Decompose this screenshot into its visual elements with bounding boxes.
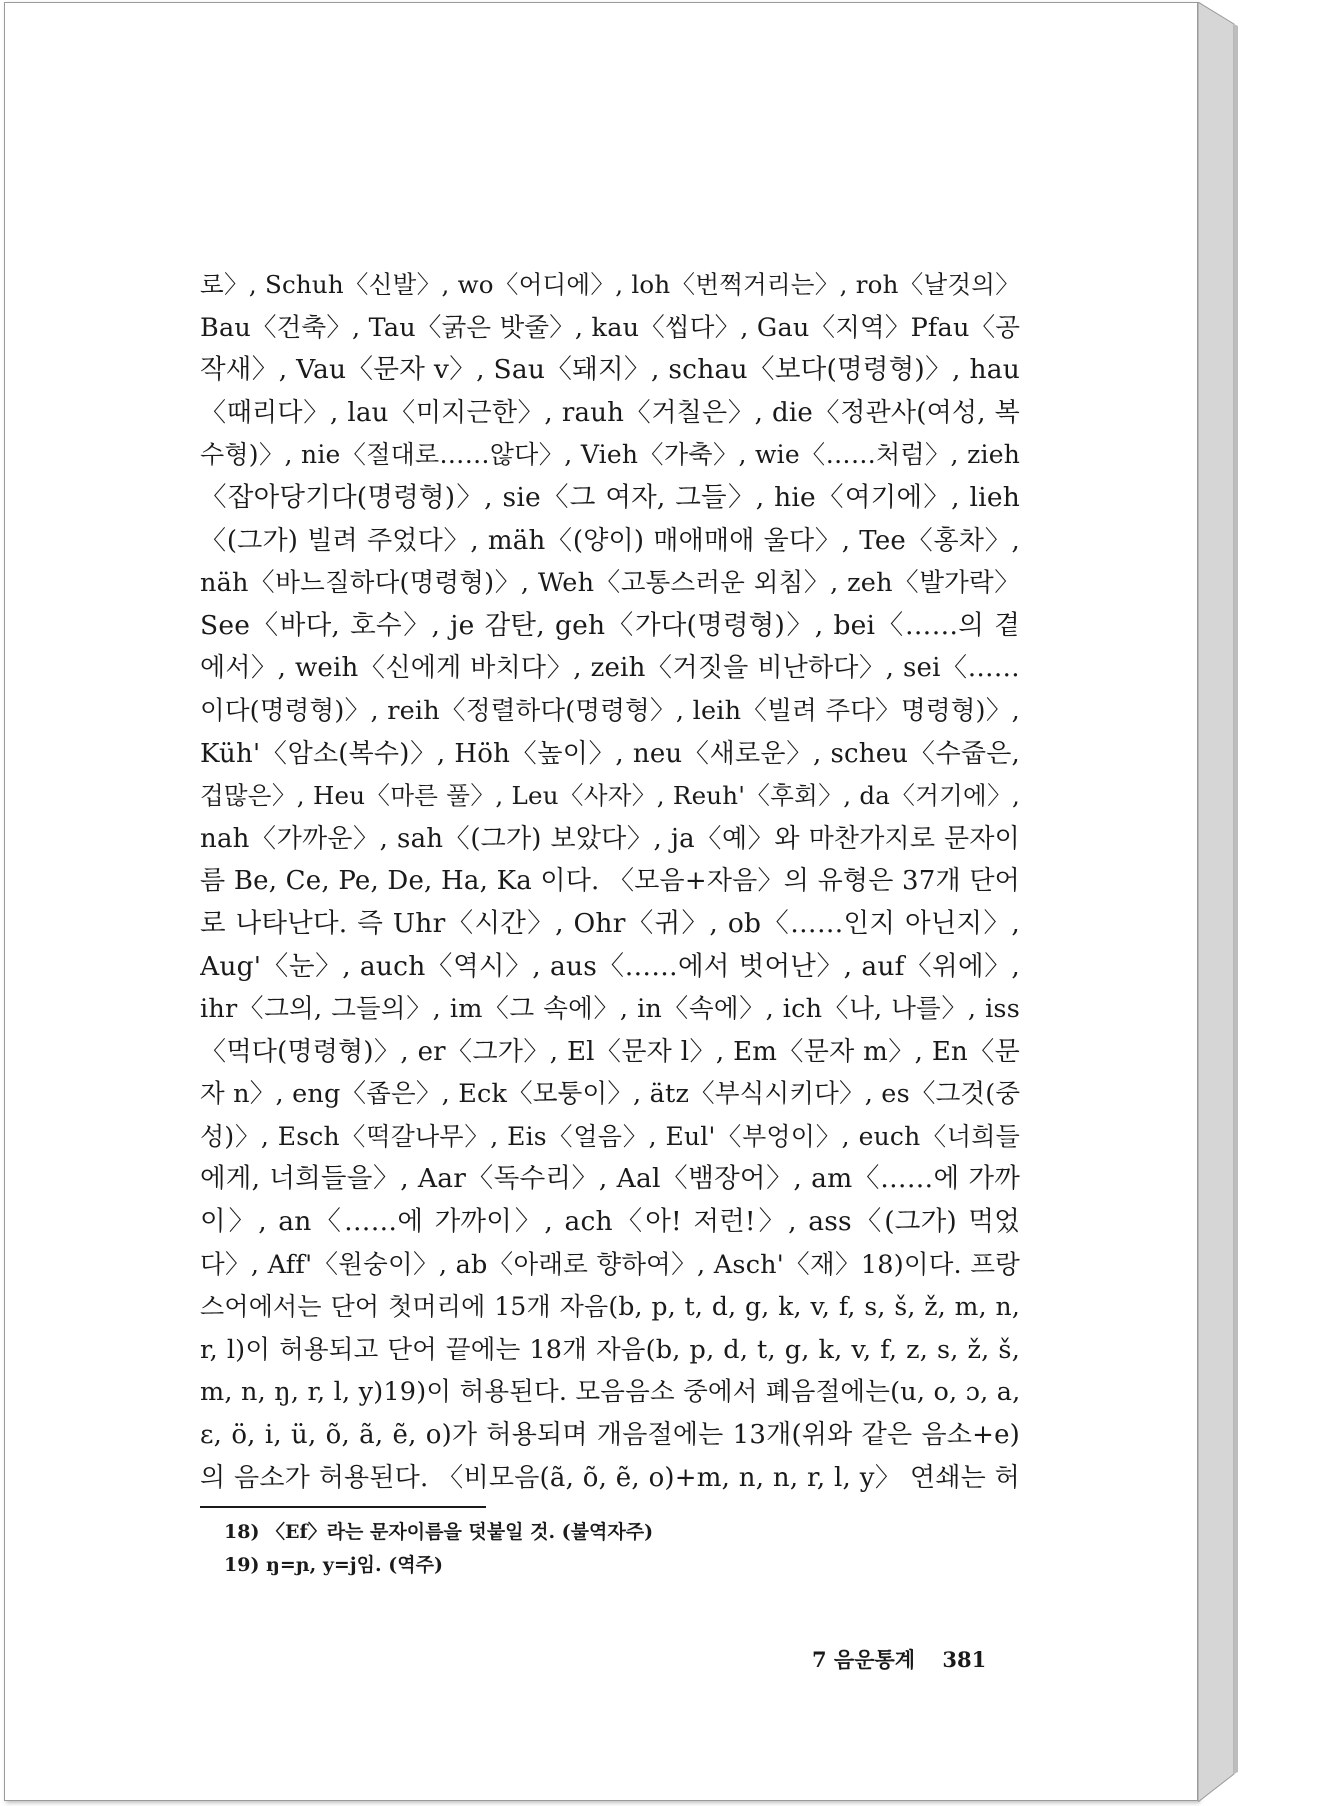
text-line: 수형)〉, nie〈절대로……않다〉, Vieh〈가축〉, wie〈……처럼〉, zieh — [200, 440, 1020, 470]
text-line: 〈때리다〉, lau〈미지근한〉, rauh〈거칠은〉, die〈정관사(여성, 복 — [200, 397, 1020, 428]
text-line: 름 Be, Ce, Pe, De, Ha, Ka 이다. 〈모음+자음〉의 유형은 37개 단어 — [200, 866, 1020, 897]
text-line: 〈잡아당기다(명령형)〉, sie〈그 여자, 그들〉, hie〈여기에〉, lieh — [200, 481, 1020, 513]
text-line: See〈바다, 호수〉, je 감탄, geh〈가다(명령형)〉, bei〈……의 곁 — [200, 609, 1020, 641]
text-line: Küh'〈암소(복수)〉, Höh〈높이〉, neu〈새로운〉, scheu〈수줍은, — [200, 738, 1020, 769]
text-line: 스어에서는 단어 첫머리에 15개 자음(b, p, t, d, g, k, v, f, s, š, ž, m, n, — [200, 1292, 1020, 1322]
text-line: nah〈가까운〉, sah〈(그가) 보았다〉, ja〈예〉와 마찬가지로 문자이 — [200, 823, 1020, 854]
text-line: m, n, ŋ, r, l, y)19)이 허용된다. 모음음소 중에서 폐음절에는(u, o, ɔ, a, — [200, 1377, 1020, 1408]
chapter-title: 7 음운통계 — [812, 1647, 916, 1672]
text-line: 겁많은〉, Heu〈마른 풀〉, Leu〈사자〉, Reuh'〈후회〉, da〈거기에〉, — [200, 781, 1020, 811]
page-number: 381 — [942, 1647, 987, 1672]
text-line: 에게, 너희들을〉, Aar〈독수리〉, Aal〈뱀장어〉, am〈……에 가까 — [200, 1163, 1020, 1195]
text-line: ɛ, ö, i, ü, õ, ã, ẽ, o)가 허용되며 개음절에는 13개(위와 같은 음소+e) — [200, 1420, 1020, 1451]
text-line: Aug'〈눈〉, auch〈역시〉, aus〈……에서 벗어난〉, auf〈위에〉, — [200, 950, 1020, 982]
text-line: 로〉, Schuh〈신발〉, wo〈어디에〉, loh〈번쩍거리는〉, roh〈날것의〉 — [200, 270, 1020, 299]
text-line: 자 n〉, eng〈좁은〉, Eck〈모퉁이〉, ätz〈부식시키다〉, es〈그것(중 — [200, 1079, 1020, 1110]
footnotes — [224, 1516, 653, 1582]
text-line: 에서〉, weih〈신에게 바치다〉, zeih〈거짓을 비난하다〉, sei〈…… — [200, 653, 1020, 684]
text-line: r, l)이 허용되고 단어 끝에는 18개 자음(b, p, d, t, g, k, v, f, z, s, ž, š, — [200, 1334, 1020, 1365]
footnote-divider — [200, 1506, 486, 1508]
text-line: Bau〈건축〉, Tau〈굵은 밧줄〉, kau〈씹다〉, Gau〈지역〉Pfau〈공 — [200, 312, 1020, 343]
text-line: 이〉, an〈……에 가까이〉, ach〈아! 저런!〉, ass〈(그가) 먹었 — [200, 1206, 1020, 1238]
text-line: 성)〉, Esch〈떡갈나무〉, Eis〈얼음〉, Eul'〈부엉이〉, euch〈너희들 — [200, 1121, 1020, 1151]
text-line: 〈먹다(명령형)〉, er〈그가〉, El〈문자 l〉, Em〈문자 m〉, En〈문 — [200, 1036, 1020, 1067]
footnote-18: 18) 〈Ef〉라는 문자이름을 덧붙일 것. (불역자주) — [224, 1521, 654, 1543]
text-line: 〈(그가) 빌려 주었다〉, mäh〈(양이) 매애매애 울다〉, Tee〈홍차〉, — [200, 525, 1020, 556]
page-stack-edge — [1198, 2, 1242, 1802]
text-line: ihr〈그의, 그들의〉, im〈그 속에〉, in〈속에〉, ich〈나, 나를〉, iss — [200, 994, 1020, 1025]
page-footer — [812, 1644, 986, 1674]
body-text — [200, 264, 1020, 1499]
text-line: 이다(명령형)〉, reih〈정렬하다(명령형〉, leih〈빌려 주다〉명령형)〉, — [200, 695, 1020, 726]
text-line: 작새〉, Vau〈문자 v〉, Sau〈돼지〉, schau〈보다(명령형)〉, hau — [200, 354, 1020, 386]
text-line: näh〈바느질하다(명령형)〉, Weh〈고통스러운 외침〉, zeh〈발가락〉 — [200, 568, 1020, 599]
footnote-19: 19) ŋ=ɲ, y=j임. (역주) — [224, 1554, 443, 1576]
text-line: 로 나타난다. 즉 Uhr〈시간〉, Ohr〈귀〉, ob〈……인지 아닌지〉, — [200, 907, 1020, 939]
text-line: 의 음소가 허용된다. 〈비모음(ã, õ, ẽ, o)+m, n, n, r, l, y〉 연쇄는 허 — [200, 1462, 1020, 1493]
text-line: 다〉, Aff'〈원숭이〉, ab〈아래로 향하여〉, Asch'〈재〉18)이다. 프랑 — [200, 1249, 1020, 1280]
